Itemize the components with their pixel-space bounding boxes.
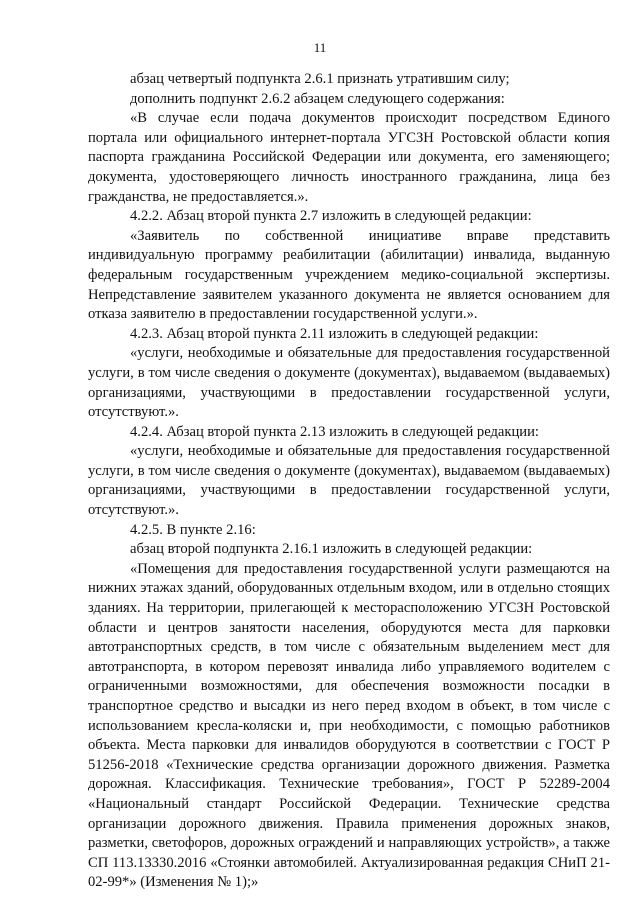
paragraph-2: дополнить подпункт 2.6.2 абзацем следующего содержания:: [130, 90, 505, 107]
paragraph-9: «услуги, необходимые и обязательные для предоставления государственной услуги, в том числе сведения о документе (документах), выдаваемом (выдаваемых) организациями, участвующими в предоставлении государственной услуги, отсутствуют.».: [88, 443, 610, 519]
paragraph-8: 4.2.4. Абзац второй пункта 2.13 изложить в следующей редакции:: [130, 423, 539, 440]
paragraph-5: «Заявитель по собственной инициативе вправе представить индивидуальную программу реабилитации (абилитации) инвалида, выданную федеральным государственным учреждением медико-социальной экспертизы. Непредставление заявителем указанного документа не является основанием для отказа заявителю в предоставлении государственной услуги.».: [88, 227, 610, 323]
page-number: 11: [313, 40, 327, 55]
paragraph-4: 4.2.2. Абзац второй пункта 2.7 изложить в следующей редакции:: [130, 208, 532, 225]
paragraph-6: 4.2.3. Абзац второй пункта 2.11 изложить в следующей редакции:: [130, 325, 539, 342]
paragraph-7: «услуги, необходимые и обязательные для предоставления государственной услуги, в том числе сведения о документе (документах), выдаваемом (выдаваемых) организациями, участвующими в предоставлении государственной услуги, отсутствуют.».: [88, 345, 610, 421]
paragraph-3: «В случае если подача документов происходит посредством Единого портала или официального интернет-портала УГСЗН Ростовской области копия паспорта гражданина Российской Федерации или документа, его заменяющего; документа, удостоверяющего личность иностранного гражданина, лица без гражданства, не предоставляется.».: [88, 110, 610, 205]
paragraph-10: 4.2.5. В пункте 2.16:: [130, 521, 256, 538]
paragraph-12: «Помещения для предоставления государственной услуги размещаются на нижних этажах зданий, оборудованных отдельным входом, или в отдельно стоящих зданиях. На территории, прилегающей к месторасположению УГСЗН Ростовской области и центров занятости населения, оборудуются места для парковки автотранспортных средств, в том числе с обязательным выделением мест для автотранспорта, в котором перевозят инвалида либо управляемого водителем с ограниченными возможностями, для обеспечения возможности посадки в транспортное средство и высадки из него перед входом в объект, в том числе с использованием кресла-коляски и, при необходимости, с помощью работников объекта. Места парковки для инвалидов оборудуются в соответствии с ГОСТ Р 51256-2018 «Технические средства организации дорожного движения. Разметка дорожная. Классификация. Технические требования», ГОСТ Р 52289-2004 «Национальный стандарт Российской Федерации. Технические средства организации дорожного движения. Правила применения дорожных знаков, разметки, светофоров, дорожных ограждений и направляющих устройств», а также СП 113.13330.2016 «Стоянки автомобилей. Актуализированная редакция СНиП 21-02-99*» (Изменения № 1);»: [88, 560, 610, 891]
paragraph-1: абзац четвертый подпункта 2.6.1 признать утратившим силу;: [130, 71, 510, 87]
paragraph-11: абзац второй подпункта 2.16.1 изложить в следующей редакции:: [130, 541, 533, 558]
document-body: [88, 70, 610, 893]
